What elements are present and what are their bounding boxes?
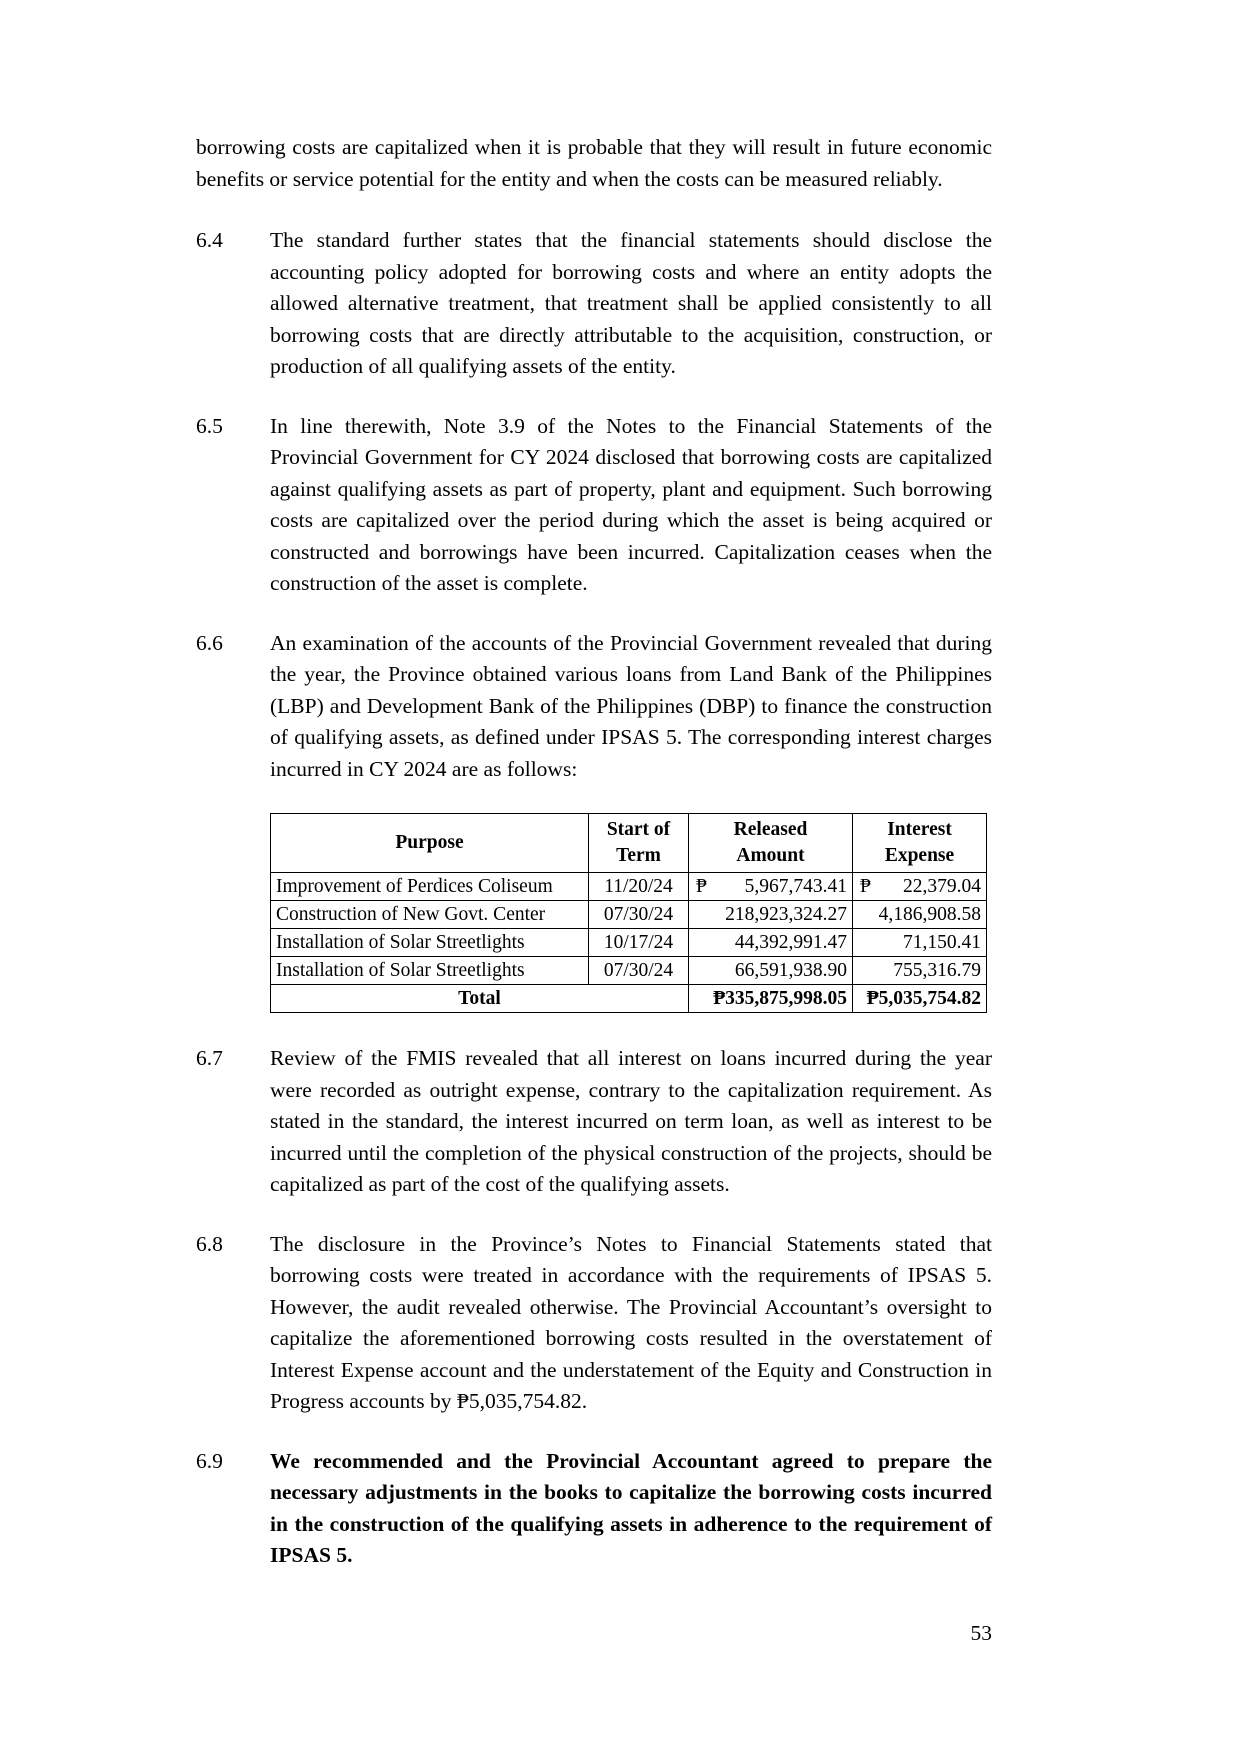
column-header-interest-expense: [853, 814, 987, 873]
cell-total-released-amount: ₱335,875,998.05: [689, 985, 853, 1013]
column-header-interest-expense-line2: Expense: [884, 845, 955, 866]
table-header-row: [271, 814, 987, 873]
table-header: [271, 814, 987, 873]
cell-interest-expense-value: 755,316.79: [893, 960, 981, 981]
page-number: 53: [970, 1621, 992, 1645]
paragraph-text: In line therewith, Note 3.9 of the Notes to the Financial Statements of the Provincial Government for CY 2024 disclosed that borrowing costs are capitalized against qualifying assets as part of property, plant and equipment. Such borrowing costs are capitalized over the period during which the asset is being acquired or constructed and borrowings have been incurred. Capitalization ceases when the construction of the asset is complete.: [270, 413, 992, 595]
column-header-start-of-term: [589, 814, 689, 873]
cell-interest-expense: [853, 957, 987, 985]
paragraph-6-5: [196, 411, 992, 600]
column-header-purpose: Purpose: [271, 814, 589, 873]
cell-interest-expense-value: 4,186,908.58: [878, 904, 981, 925]
cell-total-interest-expense: ₱5,035,754.82: [853, 985, 987, 1013]
interest-charges-table: [270, 813, 987, 1013]
cell-total-label: Total: [271, 985, 689, 1013]
column-header-released-amount-line1: Released: [733, 819, 808, 840]
cell-released-amount: [689, 873, 853, 901]
cell-released-amount: [689, 929, 853, 957]
interest-charges-table-wrapper: [270, 813, 986, 1013]
cell-released-amount-value: 44,392,991.47: [734, 932, 847, 953]
cell-start-of-term: 07/30/24: [589, 957, 689, 985]
paragraph-text: The disclosure in the Province’s Notes to Financial Statements stated that borrowing costs were treated in accordance with the requirements of IPSAS 5. However, the audit revealed otherwise. The Provincial Accountant’s oversight to capitalize the aforementioned borrowing costs resulted in the overstatement of Interest Expense account and the understatement of the Equity and Construction in Progress accounts by ₱5,035,754.82.: [270, 1231, 992, 1413]
cell-interest-expense-value: 71,150.41: [903, 932, 981, 953]
paragraph-6-8: [196, 1229, 992, 1418]
column-header-start-of-term-line1: Start of: [606, 819, 671, 840]
cell-purpose: Improvement of Perdices Coliseum: [271, 873, 589, 901]
cell-purpose: Installation of Solar Streetlights: [271, 929, 589, 957]
cell-interest-expense-value: 22,379.04: [903, 876, 981, 897]
paragraph-text: The standard further states that the financial statements should disclose the accounting policy adopted for borrowing costs and where an entity adopts the allowed alternative treatment, that treatment shall be applied consistently to all borrowing costs that are directly attributable to the acquisition, construction, or production of all qualifying assets of the entity.: [270, 228, 992, 378]
cell-start-of-term: 07/30/24: [589, 901, 689, 929]
paragraph-number: 6.8: [196, 1231, 223, 1256]
paragraph-6-4: [196, 225, 992, 383]
table-total-row: [271, 985, 987, 1013]
cell-purpose: Installation of Solar Streetlights: [271, 957, 589, 985]
paragraph-6-9: [196, 1446, 992, 1572]
table-row: [271, 901, 987, 929]
paragraph-number: 6.5: [196, 413, 223, 438]
column-header-start-of-term-line2: Term: [616, 845, 661, 866]
paragraph-6-7: [196, 1043, 992, 1201]
column-header-released-amount: [689, 814, 853, 873]
table-row: [271, 957, 987, 985]
paragraph-text: borrowing costs are capitalized when it is probable that they will result in future economic benefits or service potential for the entity and when the costs can be measured reliably.: [196, 135, 992, 191]
cell-start-of-term: 11/20/24: [589, 873, 689, 901]
table-row: [271, 873, 987, 901]
cell-interest-expense: [853, 873, 987, 901]
cell-interest-expense: [853, 929, 987, 957]
table-row: [271, 929, 987, 957]
paragraph-text: We recommended and the Provincial Accountant agreed to prepare the necessary adjustments in the books to capitalize the borrowing costs incurred in the construction of the qualifying assets in adherence to the requirement of IPSAS 5.: [270, 1448, 992, 1567]
table-body: [271, 873, 987, 1013]
paragraph-text: An examination of the accounts of the Provincial Government revealed that during the year, the Province obtained various loans from Land Bank of the Philippines (LBP) and Development Bank of the Philippines (DBP) to finance the construction of qualifying assets, as defined under IPSAS 5. The corresponding interest charges incurred in CY 2024 are as follows:: [270, 630, 992, 781]
peso-symbol: ₱: [696, 876, 707, 897]
cell-start-of-term: 10/17/24: [589, 929, 689, 957]
cell-released-amount: [689, 901, 853, 929]
paragraph-6-6: [196, 628, 992, 786]
paragraph-number: 6.9: [196, 1448, 223, 1473]
cell-released-amount-value: 66,591,938.90: [734, 960, 847, 981]
column-header-interest-expense-line1: Interest: [887, 819, 952, 840]
cell-released-amount-value: 5,967,743.41: [744, 876, 847, 897]
paragraph-number: 6.6: [196, 630, 223, 655]
paragraph-continuation: [196, 132, 992, 195]
cell-released-amount-value: 218,923,324.27: [725, 904, 847, 925]
paragraph-number: 6.4: [196, 228, 223, 252]
cell-interest-expense: [853, 901, 987, 929]
peso-symbol: ₱: [860, 876, 871, 897]
paragraph-number: 6.7: [196, 1046, 223, 1070]
cell-purpose: Construction of New Govt. Center: [271, 901, 589, 929]
paragraph-text: Review of the FMIS revealed that all interest on loans incurred during the year were recorded as outright expense, contrary to the capitalization requirement. As stated in the standard, the interest incurred on term loan, as well as interest to be incurred until the completion of the physical construction of the projects, should be capitalized as part of the cost of the qualifying assets.: [270, 1046, 992, 1196]
column-header-released-amount-line2: Amount: [736, 845, 805, 866]
cell-released-amount: [689, 957, 853, 985]
